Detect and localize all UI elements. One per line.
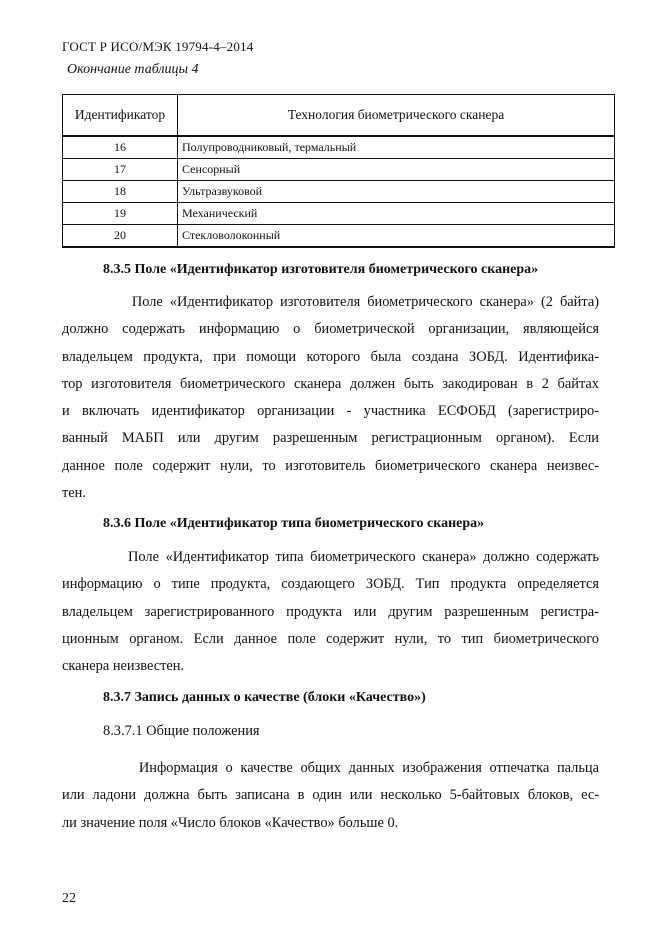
paragraph-line: информацию о типе продукта, создающего ЗОБД. Тип продукта определяется [62, 576, 599, 593]
paragraph-line: и включать идентификатор организации - участника ЕСФОБД (зарегистриро- [62, 403, 599, 420]
table-cell-technology: Сенсорный [178, 159, 615, 181]
table-cell-technology: Ультразвуковой [178, 181, 615, 203]
paragraph-line: Поле «Идентификатор типа биометрического сканера» должно содержать [62, 549, 599, 565]
table-cell-technology: Стекловолоконный [178, 225, 615, 248]
paragraph-line: Поле «Идентификатор изготовителя биометрического сканера» (2 байта) [62, 294, 599, 310]
table-cell-id: 18 [63, 181, 178, 203]
column-header-technology: Технология биометрического сканера [178, 95, 615, 137]
paragraph-line: ционным органом. Если данное поле содержит нули, то тип биометрического [62, 630, 599, 647]
document-standard-id: ГОСТ Р ИСО/МЭК 19794-4–2014 [62, 39, 254, 54]
paragraph-line: тор изготовителя биометрического сканера должен быть закодирован в 2 байтах [62, 375, 599, 392]
paragraph-line: владельцем продукта, при помощи которого была создана ЗОБД. Идентифика- [62, 348, 599, 365]
subsection-heading-8-3-7-1: 8.3.7.1 Общие положения [103, 723, 260, 739]
table-row [63, 159, 615, 181]
section-heading-8-3-7: 8.3.7 Запись данных о качестве (блоки «Качество») [103, 690, 426, 705]
section-8-3-7-paragraph [62, 755, 599, 837]
table-cell-id: 17 [63, 159, 178, 181]
table-cell-technology: Полупроводниковый, термальный [178, 136, 615, 159]
table-row [63, 181, 615, 203]
paragraph-line: тен. [62, 485, 86, 502]
paragraph-line: сканера неизвестен. [62, 658, 185, 675]
table-row [63, 203, 615, 225]
column-header-identifier: Идентификатор [63, 95, 178, 137]
section-heading-8-3-5: 8.3.5 Поле «Идентификатор изготовителя биометрического сканера» [103, 262, 539, 277]
paragraph-line: данное поле содержит нули, то изготовитель биометрического сканера неизвес- [62, 457, 599, 474]
page-number: 22 [62, 891, 76, 906]
table-cell-id: 20 [63, 225, 178, 248]
paragraph-line: ли значение поля «Число блоков «Качество» больше 0. [62, 814, 399, 831]
paragraph-line: владельцем зарегистрированного продукта или другим разрешенным регистра- [62, 603, 599, 620]
paragraph-line: должно содержать информацию о биометрической организации, являющейся [62, 321, 599, 338]
paragraph-line: ванный МАБП или другим разрешенным регистрационным органом). Если [62, 430, 599, 447]
table-row [63, 225, 615, 248]
section-heading-8-3-6: 8.3.6 Поле «Идентификатор типа биометрического сканера» [103, 516, 485, 531]
section-8-3-5-paragraph [62, 289, 599, 507]
paragraph-line: Информация о качестве общих данных изображения отпечатка пальца [62, 760, 599, 776]
section-8-3-6-paragraph [62, 544, 599, 680]
table-header-row [63, 95, 615, 137]
table-cell-technology: Механический [178, 203, 615, 225]
table-cell-id: 19 [63, 203, 178, 225]
paragraph-line: или ладони должна быть записана в один или несколько 5-байтовых блоков, ес- [62, 787, 599, 804]
table-caption: Окончание таблицы 4 [67, 62, 199, 77]
table-cell-id: 16 [63, 136, 178, 159]
table-row [63, 136, 615, 159]
scanner-technology-table [62, 94, 615, 248]
